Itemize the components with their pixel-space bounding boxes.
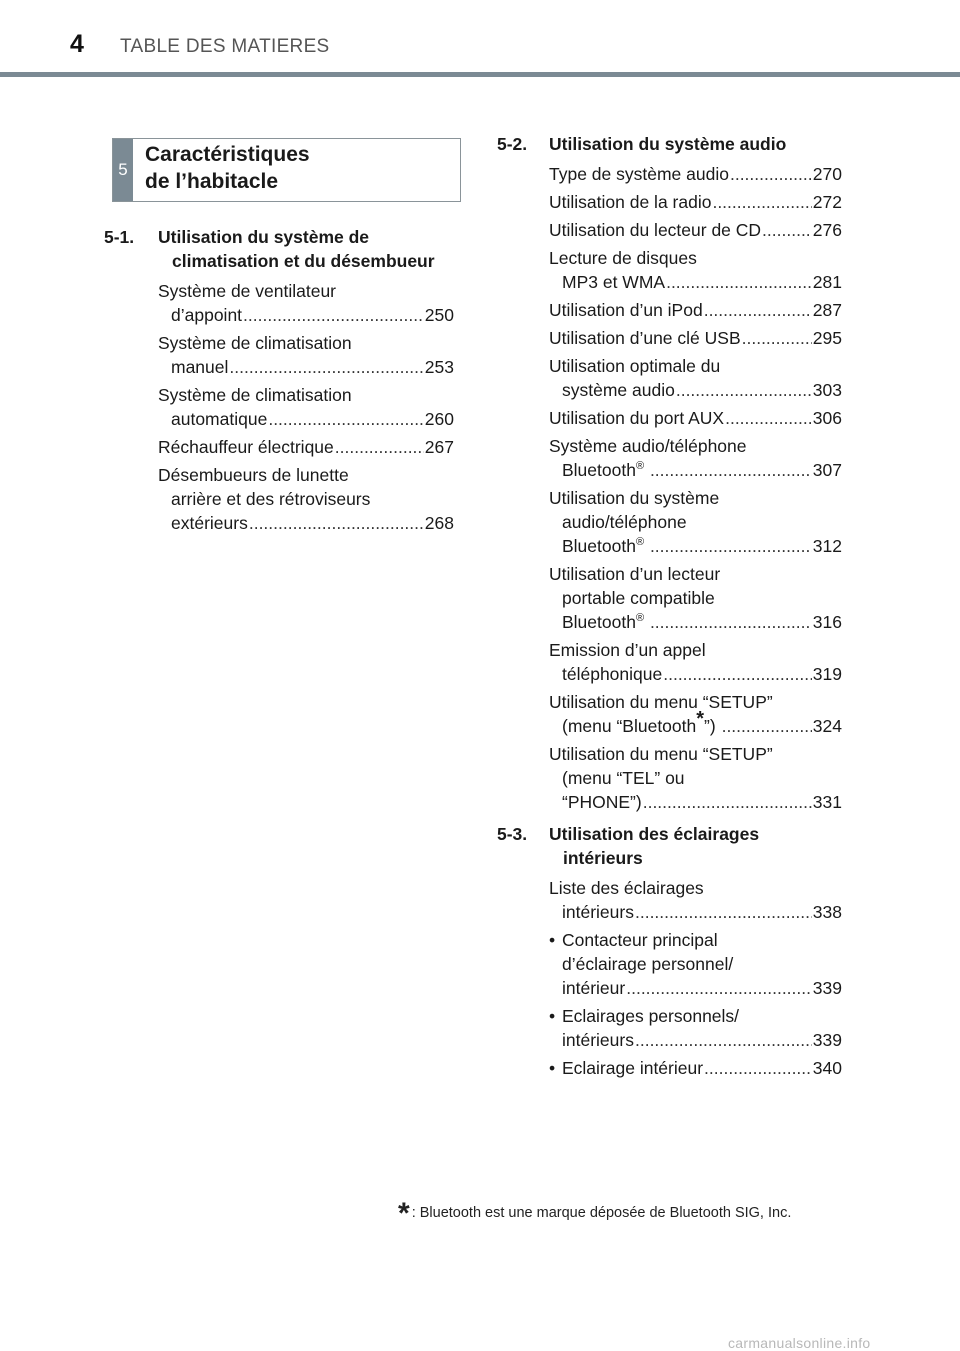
toc-subentry[interactable]: • Contacteur principal d’éclairage personnel/ intérieur ..... 339 <box>549 928 842 1000</box>
page-ref: 319 <box>812 664 842 684</box>
page-ref: 253 <box>424 357 454 377</box>
group-title: Utilisation des éclairages intérieurs <box>549 824 760 868</box>
bullet-icon: • <box>549 1058 556 1078</box>
toc-entry[interactable]: Utilisation d’une clé USB ..... 295 <box>549 326 842 350</box>
page-ref: 316 <box>812 612 842 632</box>
toc-entry[interactable]: Type de système audio ..... 270 <box>549 162 842 186</box>
bullet-icon: • <box>549 930 556 950</box>
toc-group-5-1 <box>104 225 454 273</box>
toc-entry[interactable]: Système de climatisation manuel ..... 253 <box>158 331 454 379</box>
registered-mark: ® <box>635 612 645 625</box>
toc-entry[interactable]: Utilisation de la radio ..... 272 <box>549 190 842 214</box>
page-ref: 260 <box>424 409 454 429</box>
header-title: TABLE DES MATIERES <box>120 36 330 57</box>
toc-entry[interactable]: Lecture de disques MP3 et WMA ..... 281 <box>549 246 842 294</box>
section-number-tab: 5 <box>113 139 133 201</box>
toc-subentry[interactable]: • Eclairages personnels/ intérieurs ..... 339 <box>549 1004 842 1052</box>
group-number: 5-2. <box>497 134 528 154</box>
watermark: carmanualsonline.info <box>728 1335 871 1351</box>
toc-entry[interactable]: Réchauffeur électrique ..... 267 <box>158 435 454 459</box>
toc-entry[interactable]: Utilisation du lecteur de CD ..... 276 <box>549 218 842 242</box>
section-heading <box>112 138 461 202</box>
group-title: Utilisation du système de climatisation et du désembueur <box>158 227 435 271</box>
page-ref: 272 <box>812 192 842 212</box>
toc-entry[interactable]: Emission d’un appel téléphonique ..... 319 <box>549 638 842 686</box>
toc-entry[interactable]: Utilisation du port AUX ..... 306 <box>549 406 842 430</box>
page-ref: 276 <box>812 220 842 240</box>
page-ref: 287 <box>812 300 842 320</box>
header-rule <box>0 72 960 77</box>
toc-entry[interactable]: Utilisation du menu “SETUP” (menu “Bluetooth*”) ..... 324 <box>549 690 842 738</box>
page-ref: 295 <box>812 328 842 348</box>
toc-entry[interactable]: Utilisation d’un iPod ..... 287 <box>549 298 842 322</box>
page-ref: 267 <box>424 437 454 457</box>
toc-entry[interactable]: Désembueurs de lunette arrière et des rétroviseurs extérieurs ..... 268 <box>158 463 454 535</box>
section-title: Caractéristiques de l’habitacle <box>145 143 310 193</box>
page-ref: 340 <box>812 1058 842 1078</box>
page-ref: 281 <box>812 272 842 292</box>
page-ref: 268 <box>424 513 454 533</box>
toc-entry[interactable]: Système audio/téléphone Bluetooth® ..... 307 <box>549 434 842 482</box>
page-ref: 339 <box>812 1030 842 1050</box>
toc-entry[interactable]: Système de climatisation automatique ..... 260 <box>158 383 454 431</box>
page-ref: 331 <box>812 792 842 812</box>
page-number: 4 <box>70 30 84 58</box>
toc-subentry[interactable]: • Eclairage intérieur ..... 340 <box>549 1056 842 1080</box>
footnote-star-icon: * <box>398 1197 410 1230</box>
page-ref: 306 <box>812 408 842 428</box>
footnote <box>398 1197 791 1231</box>
toc-group-5-2 <box>497 132 842 156</box>
footnote-text: : Bluetooth est une marque déposée de Bluetooth SIG, Inc. <box>411 1205 792 1221</box>
toc-entry[interactable]: Utilisation du menu “SETUP” (menu “TEL” ou “PHONE”) ..... 331 <box>549 742 842 814</box>
footnote-star-icon: * <box>696 708 705 731</box>
page-ref: 312 <box>812 536 842 556</box>
toc-right-column <box>497 132 842 1084</box>
toc-left-column <box>104 225 454 539</box>
toc-group-5-3 <box>497 822 842 870</box>
page-ref: 270 <box>812 164 842 184</box>
toc-entry[interactable]: Utilisation du système audio/téléphone Bluetooth® ..... 312 <box>549 486 842 558</box>
page-ref: 303 <box>812 380 842 400</box>
group-number: 5-3. <box>497 824 528 844</box>
toc-entry[interactable]: Liste des éclairages intérieurs ..... 338 <box>549 876 842 924</box>
registered-mark: ® <box>635 536 645 549</box>
page-ref: 339 <box>812 978 842 998</box>
page-ref: 324 <box>812 716 842 736</box>
toc-entry[interactable]: Utilisation optimale du système audio ..... 303 <box>549 354 842 402</box>
page-ref: 338 <box>812 902 842 922</box>
registered-mark: ® <box>635 460 645 473</box>
page-header <box>0 0 960 80</box>
group-title: Utilisation du système audio <box>549 134 787 154</box>
page-ref: 250 <box>424 305 454 325</box>
bullet-icon: • <box>549 1006 556 1026</box>
group-number: 5-1. <box>104 227 135 247</box>
toc-entry[interactable]: Système de ventilateur d’appoint ..... 250 <box>158 279 454 327</box>
toc-entry[interactable]: Utilisation d’un lecteur portable compatible Bluetooth® ..... 316 <box>549 562 842 634</box>
page-ref: 307 <box>812 460 842 480</box>
